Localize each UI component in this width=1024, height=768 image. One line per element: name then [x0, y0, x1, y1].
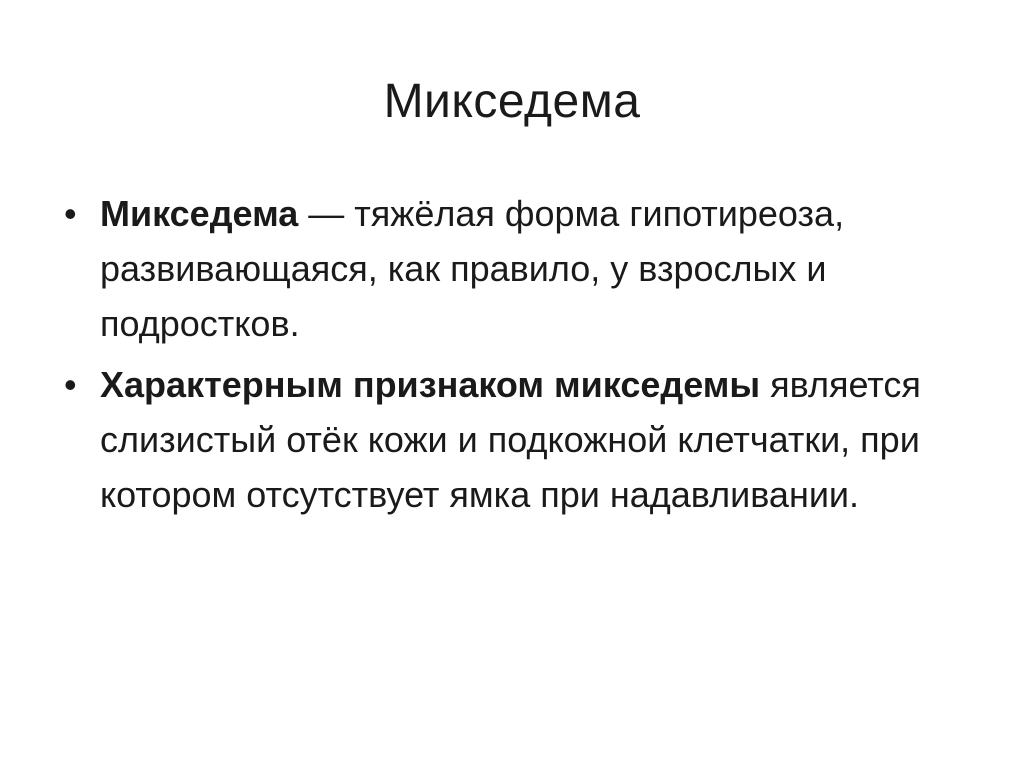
bullet-term: Микседема — [100, 193, 299, 234]
bullet-text: — тяжёлая форма гипотиреоза, развивающаяся, как правило, у взрослых и подростков. — [100, 193, 845, 344]
bullet-item-definition — [62, 186, 972, 351]
bullet-term: Характерным признаком микседемы — [100, 364, 761, 405]
bullet-list — [62, 186, 972, 528]
bullet-text: является слизистый отёк кожи и подкожной клетчатки, при котором отсутствует ямка при надавливании. — [100, 364, 921, 515]
bullet-icon: • — [64, 193, 77, 234]
bullet-item-symptom — [62, 357, 972, 522]
bullet-icon: • — [64, 364, 77, 405]
slide-title: Микседема — [383, 75, 641, 128]
